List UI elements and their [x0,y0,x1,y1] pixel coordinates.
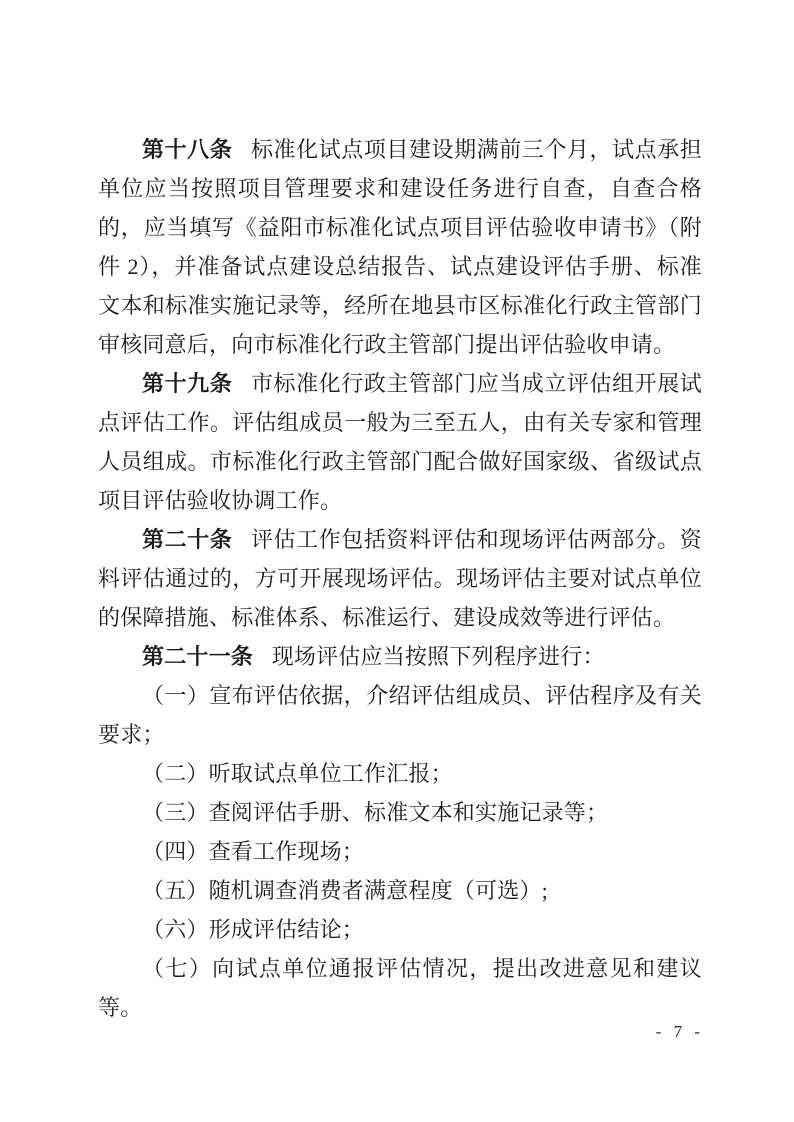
procedure-item-6: （六）形成评估结论； [142,917,365,942]
article-18-paragraph [98,130,702,364]
article-19-text: 市标准化行政主管部门应当成立评估组开展试点评估工作。评估组成员一般为三至五人，由有关专家和管理人员组成。市标准化行政主管部门配合做好国家级、省级试点项目评估验收协调工作。 [98,371,702,513]
article-21-number: 第二十一条 [142,644,254,669]
article-18-number: 第十八条 [142,137,233,162]
article-20-number: 第二十条 [142,527,233,552]
article-20-paragraph [98,520,702,637]
procedure-item-3: （三）查阅评估手册、标准文本和实施记录等； [142,800,609,825]
article-21-paragraph [98,637,702,676]
article-20-text: 评估工作包括资料评估和现场评估两部分。资料评估通过的，方可开展现场评估。现场评估主要对试点单位的保障措施、标准体系、标准运行、建设成效等进行评估。 [98,527,702,630]
article-19-number: 第十九条 [142,371,233,396]
procedure-item-1: （一）宣布评估依据，介绍评估组成员、评估程序及有关要求； [98,683,702,747]
procedure-item-4: （四）查看工作现场； [142,839,365,864]
document-body [98,130,702,1027]
procedure-item-5: （五）随机调查消费者满意程度（可选）; [142,878,548,903]
page-number: - 7 - [655,1022,704,1041]
procedure-item-2: （二）听取试点单位工作汇报； [142,761,453,786]
procedure-item-7: （七）向试点单位通报评估情况，提出改进意见和建议等。 [98,956,702,1020]
article-18-text: 标准化试点项目建设期满前三个月，试点承担单位应当按照项目管理要求和建设任务进行自查，自查合格的，应当填写《益阳市标准化试点项目评估验收申请书》（附件 2），并准备试点建设总结报告、试点建设评估手册、标准文本和标准实施记录等，经所在地县市区标准化行政主管部门审核同意后，向市标准化行政主管部门提出评估验收申请。 [98,137,702,357]
article-21-text: 现场评估应当按照下列程序进行： [271,644,605,669]
article-19-paragraph [98,364,702,520]
